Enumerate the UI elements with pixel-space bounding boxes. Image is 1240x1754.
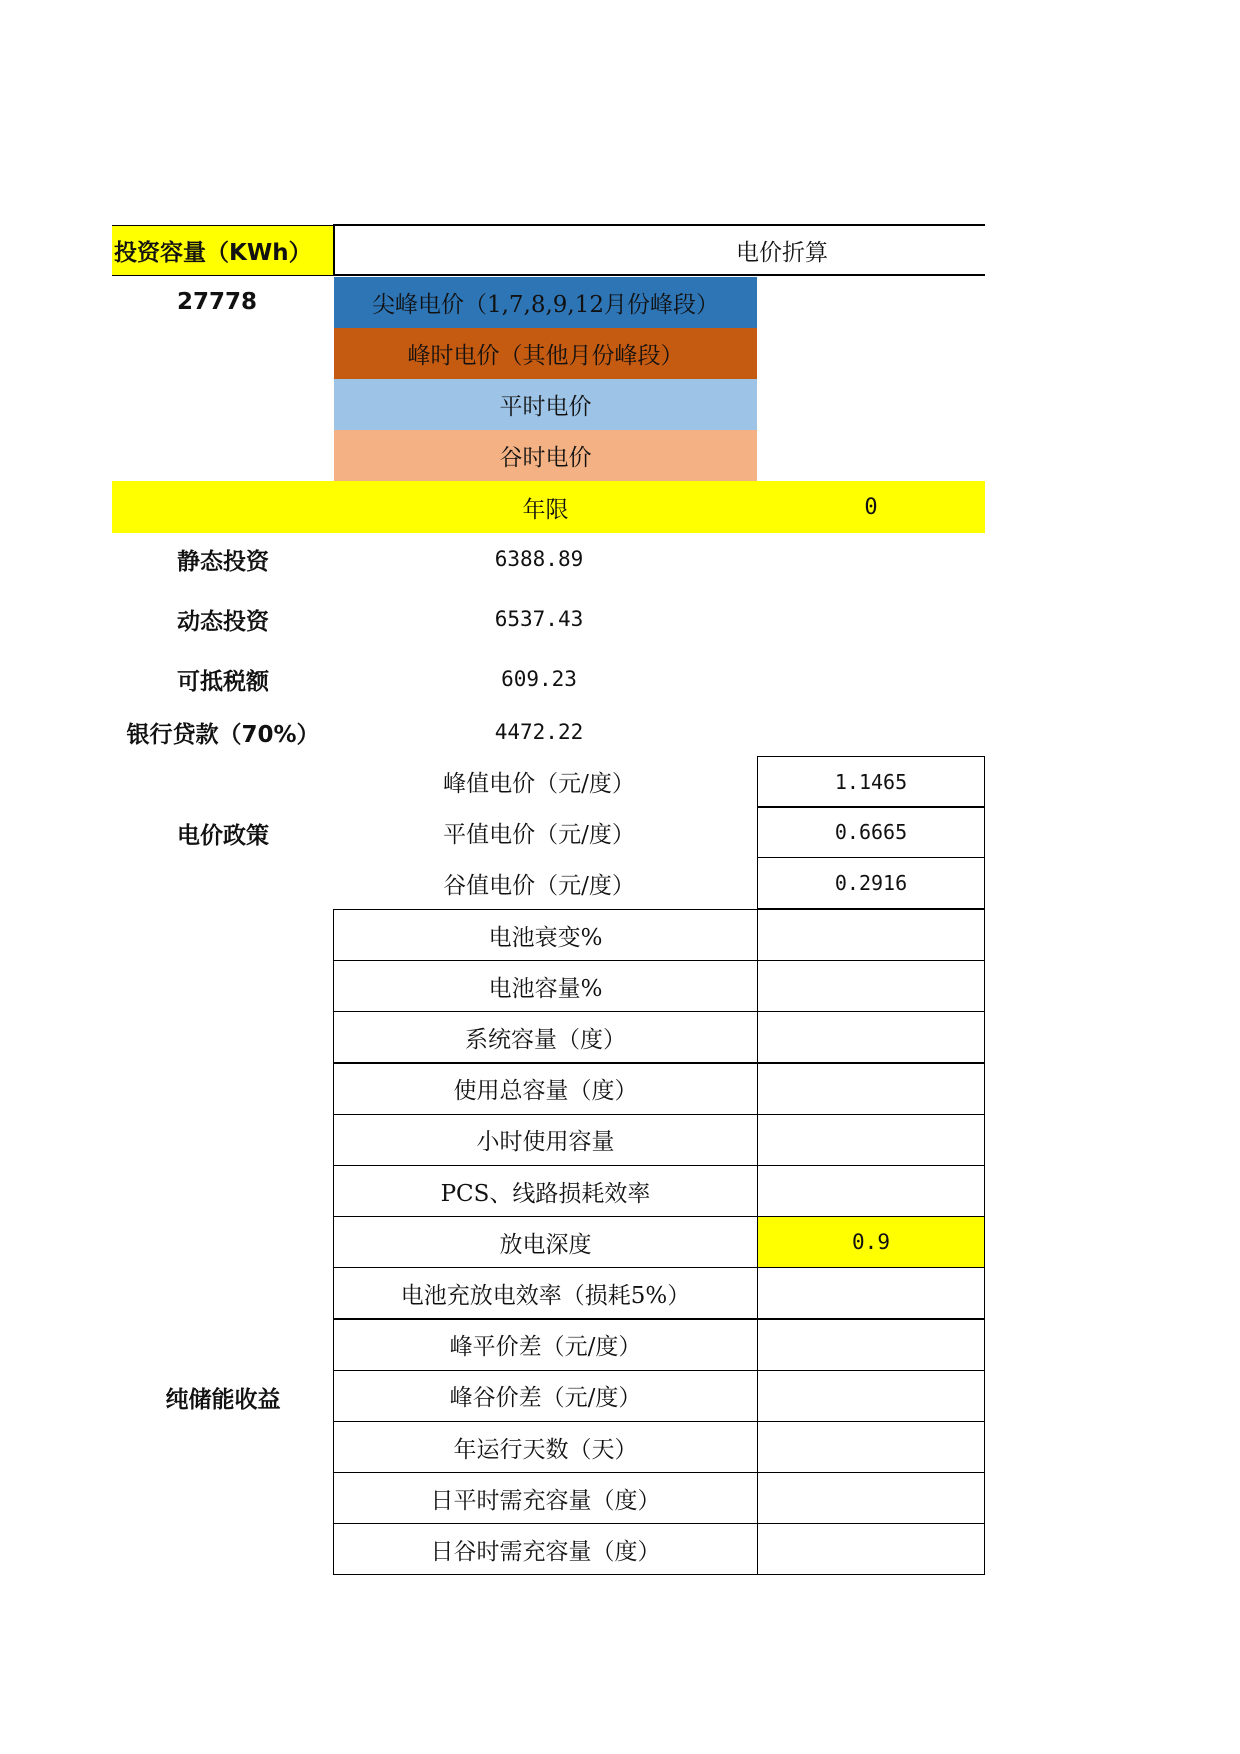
- storage-label-3: 使用总容量（度）: [333, 1063, 758, 1115]
- storage-value-4: [757, 1114, 985, 1166]
- investment-value-0: 6388.89: [494, 547, 584, 571]
- investment-label-1: 动态投资: [177, 608, 269, 635]
- storage-label-1: 电池容量%: [333, 960, 758, 1012]
- storage-value-3: [757, 1063, 985, 1115]
- storage-value-8: [757, 1319, 985, 1371]
- investment-value-2: 609.23: [501, 667, 577, 691]
- price-conversion-title: 电价折算: [736, 239, 828, 266]
- price-policy-value-1: 0.6665: [757, 806, 985, 858]
- storage-label-5: PCS、线路损耗效率: [333, 1165, 758, 1217]
- storage-revenue-label: 纯储能收益: [165, 1386, 281, 1413]
- storage-value-12: [757, 1523, 985, 1575]
- price-policy-label: 电价政策: [177, 823, 269, 849]
- storage-value-6: 0.9: [757, 1216, 985, 1268]
- price-policy-label-2: 谷值电价（元/度）: [443, 873, 635, 899]
- storage-label-8: 峰平价差（元/度）: [333, 1319, 758, 1371]
- storage-value-1: [757, 960, 985, 1012]
- storage-label-7: 电池充放电效率（损耗5%）: [333, 1267, 758, 1319]
- price-policy-label-0: 峰值电价（元/度）: [443, 771, 635, 797]
- price-policy-value-2: 0.2916: [757, 857, 985, 909]
- storage-label-0: 电池衰变%: [333, 909, 758, 961]
- storage-label-2: 系统容量（度）: [333, 1011, 758, 1063]
- price-policy-label-1: 平值电价（元/度）: [443, 822, 635, 848]
- investment-label-0: 静态投资: [177, 548, 269, 575]
- year-value: 0: [864, 494, 878, 520]
- year-label: 年限: [522, 496, 569, 523]
- storage-value-10: [757, 1421, 985, 1473]
- storage-value-5: [757, 1165, 985, 1217]
- storage-value-7: [757, 1267, 985, 1319]
- price-period-1: 峰时电价（其他月份峰段）: [334, 328, 757, 379]
- storage-label-6: 放电深度: [333, 1216, 758, 1268]
- price-period-3: 谷时电价: [334, 430, 757, 481]
- investment-label-2: 可抵税额: [177, 668, 269, 695]
- investment-capacity-value: 27778: [176, 289, 258, 315]
- storage-label-11: 日平时需充容量（度）: [333, 1472, 758, 1524]
- storage-value-9: [757, 1370, 985, 1422]
- storage-value-11: [757, 1472, 985, 1524]
- investment-value-3: 4472.22: [494, 720, 584, 744]
- investment-capacity-label: 投资容量（KWh）: [112, 225, 334, 276]
- storage-label-4: 小时使用容量: [333, 1114, 758, 1166]
- price-policy-value-0: 1.1465: [757, 756, 985, 808]
- storage-label-10: 年运行天数（天）: [333, 1421, 758, 1473]
- price-period-0: 尖峰电价（1,7,8,9,12月份峰段）: [334, 277, 757, 328]
- investment-value-1: 6537.43: [494, 607, 584, 631]
- storage-label-9: 峰谷价差（元/度）: [333, 1370, 758, 1422]
- price-period-2: 平时电价: [334, 379, 757, 430]
- investment-label-3: 银行贷款（70%）: [126, 721, 320, 748]
- storage-value-0: [757, 909, 985, 961]
- storage-value-2: [757, 1011, 985, 1063]
- storage-label-12: 日谷时需充容量（度）: [333, 1523, 758, 1575]
